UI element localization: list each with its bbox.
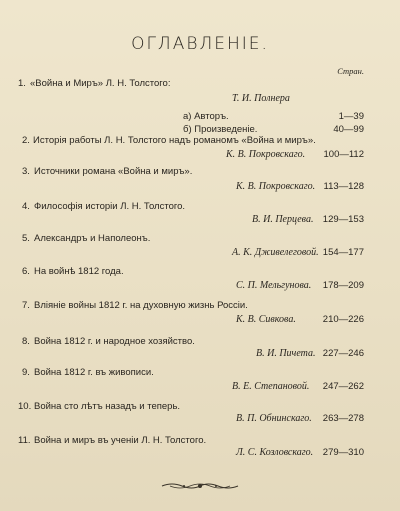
- entry-pages: 247—262: [322, 381, 364, 392]
- entry-number: 5.: [22, 233, 30, 244]
- entry-number: 8.: [22, 336, 30, 347]
- entry-title: «Война и Миръ» Л. Н. Толстого:: [30, 78, 171, 89]
- entry-pages: 227—246: [322, 348, 364, 359]
- entry-pages: 263—278: [322, 413, 364, 424]
- entry-author: К. В. Покровскаго.: [226, 149, 306, 160]
- entry-title: Источники романа «Война и миръ».: [34, 166, 193, 177]
- entry-author: В. Е. Степановой.: [232, 381, 310, 392]
- entry-number: 4.: [22, 201, 30, 212]
- ornament-flourish: [160, 480, 240, 492]
- entry-title: Философія исторіи Л. Н. Толстого.: [34, 201, 186, 212]
- entry-number: 3.: [22, 166, 30, 177]
- toc-entry: [0, 367, 400, 381]
- entry-pages: 154—177: [322, 247, 364, 258]
- toc-entry: [0, 78, 400, 92]
- entry-title: На войнѣ 1812 года.: [34, 266, 124, 277]
- entry-number: 10.: [18, 401, 32, 412]
- toc-entry: [0, 266, 400, 280]
- toc-entry: [0, 166, 400, 180]
- page-title: ОГЛАВЛЕНІЕ.: [131, 34, 269, 54]
- subitem-pages: 1—39: [338, 111, 364, 122]
- entry-number: 1.: [18, 78, 26, 89]
- subitem-label: б) Произведеніе.: [183, 124, 258, 135]
- entry-pages: 178—209: [322, 280, 364, 291]
- pages-column-header: Стран.: [337, 66, 364, 76]
- entry-pages: 129—153: [322, 214, 364, 225]
- entry-title: Вліяніе войны 1812 г. на духовную жизнь Россіи.: [34, 300, 248, 311]
- entry-title: Александръ и Наполеонъ.: [34, 233, 151, 244]
- entry-author: В. И. Перцева.: [252, 214, 314, 225]
- entry-number: 11.: [18, 435, 31, 446]
- entry-author: Л. С. Козловскаго.: [236, 447, 314, 458]
- entry-author: А. К. Дживелеговой.: [232, 247, 319, 258]
- entry-pages: 279—310: [322, 447, 364, 458]
- toc-entry: [0, 135, 400, 149]
- entry-number: 7.: [22, 300, 30, 311]
- entry-title: Война 1812 г. и народное хозяйство.: [34, 336, 195, 347]
- entry-pages: 210—226: [322, 314, 364, 325]
- toc-entry: [0, 233, 400, 247]
- entry-author: К. В. Покровскаго.: [236, 181, 316, 192]
- entry-author: К. В. Сивкова.: [236, 314, 296, 325]
- entry-author: Т. И. Полнера: [232, 93, 290, 104]
- entry-pages: 100—112: [323, 149, 364, 160]
- entry-author: В. И. Пичета.: [256, 348, 316, 359]
- subitem-pages: 40—99: [333, 124, 364, 135]
- entry-author: В. П. Обнинскаго.: [236, 413, 312, 424]
- entry-number: 9.: [22, 367, 30, 378]
- entry-number: 2.: [22, 135, 30, 146]
- entry-title: Война сто лѣтъ назадъ и теперь.: [34, 401, 181, 412]
- entry-title: Война и миръ въ ученіи Л. Н. Толстого.: [34, 435, 207, 446]
- entry-author: С. П. Мельгунова.: [236, 280, 312, 291]
- entry-title: Война 1812 г. въ живописи.: [34, 367, 154, 378]
- subitem-label: а) Авторъ.: [183, 111, 229, 122]
- entry-title: Исторія работы Л. Н. Толстого надъ романомъ «Война и миръ».: [33, 135, 316, 146]
- toc-entry: [0, 300, 400, 314]
- entry-pages: 113—128: [323, 181, 364, 192]
- entry-number: 6.: [22, 266, 30, 277]
- toc-entry: [0, 201, 400, 215]
